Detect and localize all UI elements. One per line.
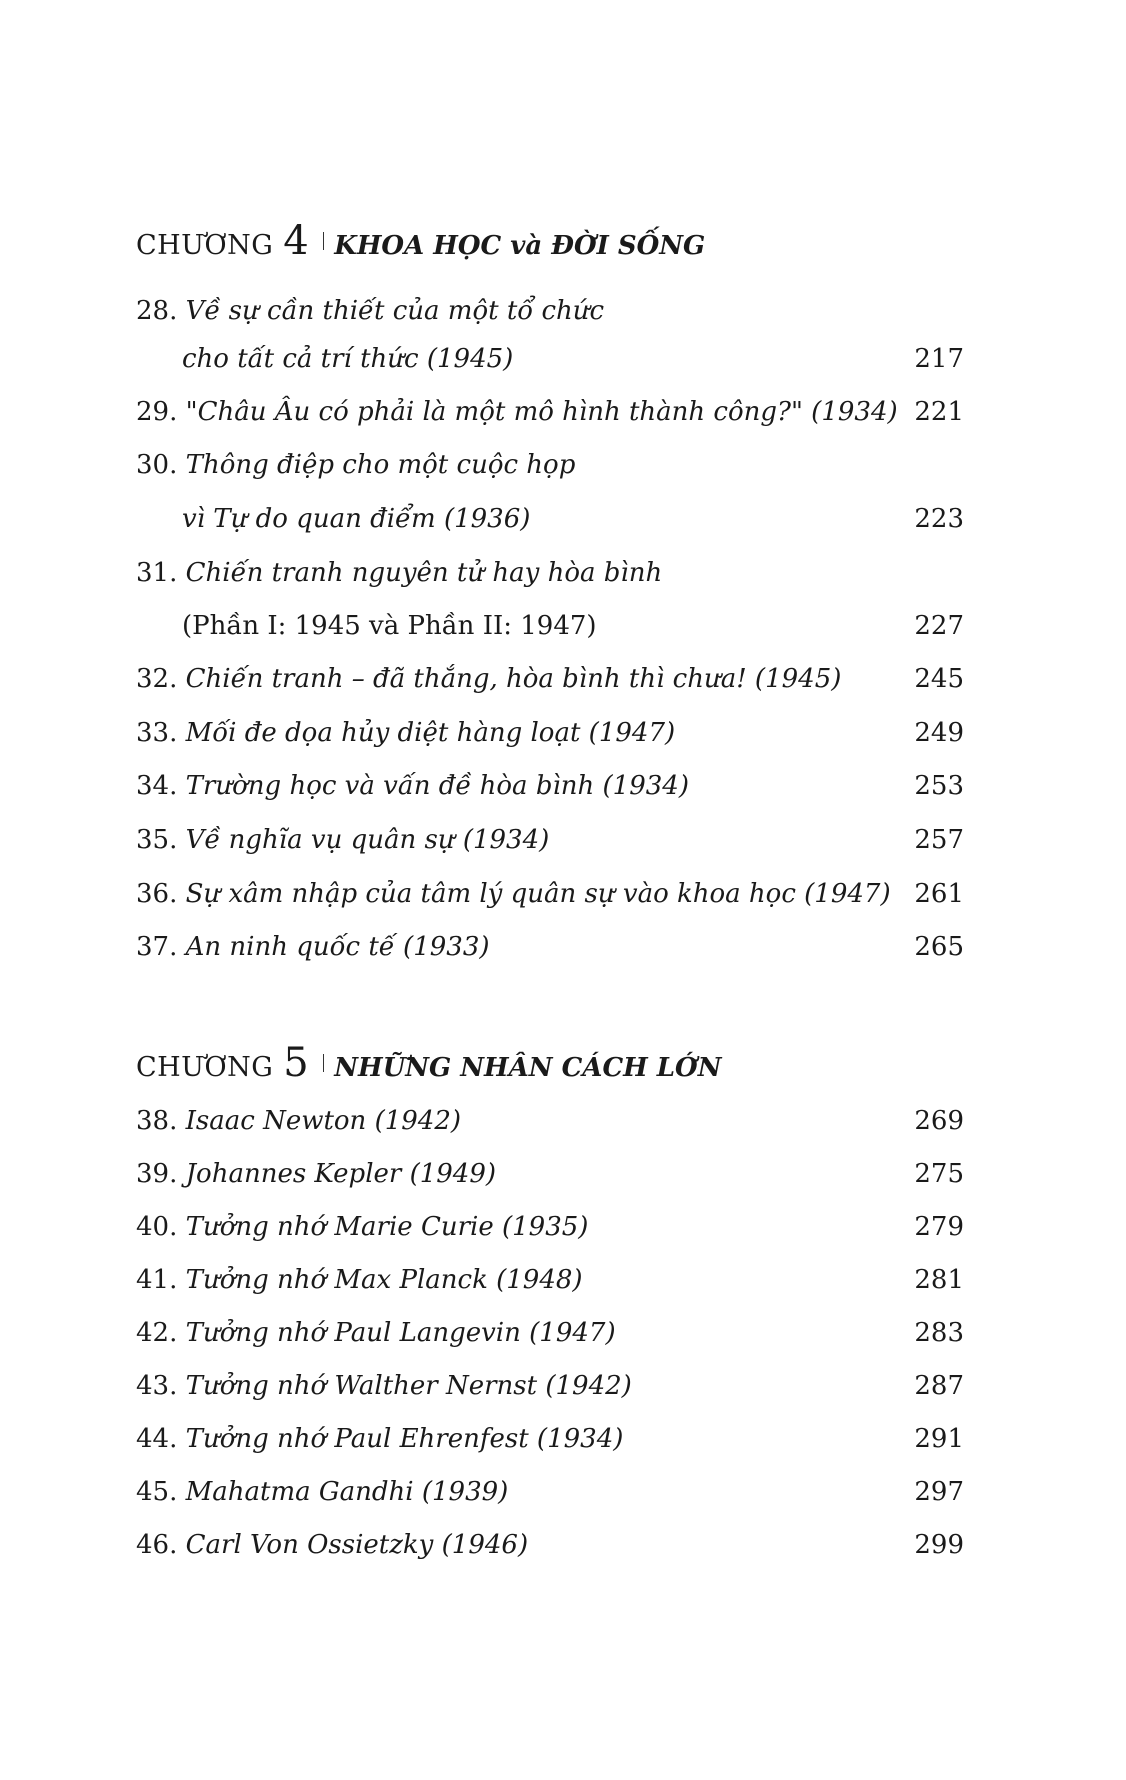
entry-title: Tưởng nhớ Max Planck (1948)	[185, 1265, 583, 1295]
entry-page: 281	[914, 1265, 964, 1295]
toc-entry	[136, 718, 964, 748]
entry-page: 269	[914, 1106, 964, 1136]
entry-title: Sự xâm nhập của tâm lý quân sự vào khoa học (1947)	[185, 879, 891, 909]
chapter-number: 5	[283, 1040, 309, 1086]
entry-number: 33.	[136, 718, 178, 748]
entry-number: 37.	[136, 932, 178, 962]
entry-page: 291	[914, 1424, 964, 1454]
entry-number: 41.	[136, 1265, 178, 1295]
toc-entry	[182, 344, 964, 374]
entry-number: 44.	[136, 1424, 178, 1454]
entry-title: (Phần I: 1945 và Phần II: 1947)	[182, 611, 597, 641]
entry-number: 29.	[136, 397, 178, 427]
toc-entry	[136, 1265, 964, 1295]
entry-number: 45.	[136, 1477, 178, 1507]
chapter-word: CHƯƠNG	[136, 1052, 274, 1083]
chapter-title: KHOA HỌC và ĐỜI SỐNG	[334, 231, 706, 261]
chapter-word: CHƯƠNG	[136, 230, 274, 261]
entry-title: An ninh quốc tế (1933)	[185, 932, 490, 962]
entry-title: Thông điệp cho một cuộc họp	[185, 450, 576, 480]
entry-page: 217	[914, 344, 964, 374]
entry-title: Tưởng nhớ Walther Nernst (1942)	[185, 1371, 632, 1401]
toc-entry	[136, 296, 964, 326]
entry-number: 30.	[136, 450, 178, 480]
entry-number: 36.	[136, 879, 178, 909]
entry-number: 42.	[136, 1318, 178, 1348]
entry-page: 249	[914, 718, 964, 748]
toc-entry	[136, 1424, 964, 1454]
entry-number: 40.	[136, 1212, 178, 1242]
chapter-number: 4	[283, 218, 309, 264]
entry-number: 46.	[136, 1530, 178, 1560]
toc-entry	[136, 771, 964, 801]
entry-number: 28.	[136, 296, 178, 326]
toc-entry	[136, 664, 964, 694]
chapter-5-heading	[136, 1040, 721, 1086]
toc-entry	[182, 611, 964, 641]
entry-title: Về sự cần thiết của một tổ chức	[185, 296, 605, 326]
entry-page: 223	[914, 504, 964, 534]
entry-page: 227	[914, 611, 964, 641]
chapter-title: NHỮNG NHÂN CÁCH LỚN	[334, 1053, 722, 1083]
entry-page: 261	[914, 879, 964, 909]
entry-title: Johannes Kepler (1949)	[185, 1159, 497, 1189]
toc-entry	[136, 1212, 964, 1242]
chapter-separator	[323, 232, 325, 250]
toc-entry	[136, 1318, 964, 1348]
entry-number: 32.	[136, 664, 178, 694]
entry-page: 297	[914, 1477, 964, 1507]
entry-title: cho tất cả trí thức (1945)	[182, 344, 514, 374]
entry-page: 221	[914, 397, 964, 427]
entry-number: 43.	[136, 1371, 178, 1401]
entry-title: Isaac Newton (1942)	[185, 1106, 462, 1136]
toc-entry	[182, 504, 964, 534]
entry-title: vì Tự do quan điểm (1936)	[182, 504, 531, 534]
entry-number: 35.	[136, 825, 178, 855]
entry-page: 275	[914, 1159, 964, 1189]
entry-page: 253	[914, 771, 964, 801]
toc-entry	[136, 825, 964, 855]
entry-title: Về nghĩa vụ quân sự (1934)	[185, 825, 550, 855]
entry-page: 279	[914, 1212, 964, 1242]
toc-entry	[136, 558, 964, 588]
toc-entry	[136, 1530, 964, 1560]
chapter-4-heading	[136, 218, 705, 264]
entry-number: 38.	[136, 1106, 178, 1136]
toc-entry	[136, 879, 964, 909]
entry-page: 287	[914, 1371, 964, 1401]
entry-page: 245	[914, 664, 964, 694]
toc-entry	[136, 1106, 964, 1136]
toc-entry	[136, 450, 964, 480]
entry-title: Mahatma Gandhi (1939)	[185, 1477, 509, 1507]
entry-title: Chiến tranh – đã thắng, hòa bình thì chưa! (1945)	[185, 664, 842, 694]
toc-entry	[136, 1477, 964, 1507]
toc-entry	[136, 397, 964, 427]
chapter-separator	[323, 1054, 325, 1072]
entry-number: 31.	[136, 558, 178, 588]
entry-number: 34.	[136, 771, 178, 801]
entry-page: 283	[914, 1318, 964, 1348]
entry-number: 39.	[136, 1159, 178, 1189]
entry-title: Carl Von Ossietzky (1946)	[185, 1530, 529, 1560]
toc-entry	[136, 1371, 964, 1401]
entry-title: Mối đe dọa hủy diệt hàng loạt (1947)	[185, 718, 676, 748]
entry-title: "Châu Âu có phải là một mô hình thành công?" (1934)	[185, 397, 898, 427]
entry-title: Chiến tranh nguyên tử hay hòa bình	[185, 558, 663, 588]
entry-page: 299	[914, 1530, 964, 1560]
entry-title: Tưởng nhớ Paul Langevin (1947)	[185, 1318, 616, 1348]
toc-entry	[136, 1159, 964, 1189]
entry-page: 257	[914, 825, 964, 855]
entry-title: Tưởng nhớ Marie Curie (1935)	[185, 1212, 589, 1242]
entry-title: Tưởng nhớ Paul Ehrenfest (1934)	[185, 1424, 624, 1454]
entry-title: Trường học và vấn đề hòa bình (1934)	[185, 771, 689, 801]
entry-page: 265	[914, 932, 964, 962]
toc-entry	[136, 932, 964, 962]
